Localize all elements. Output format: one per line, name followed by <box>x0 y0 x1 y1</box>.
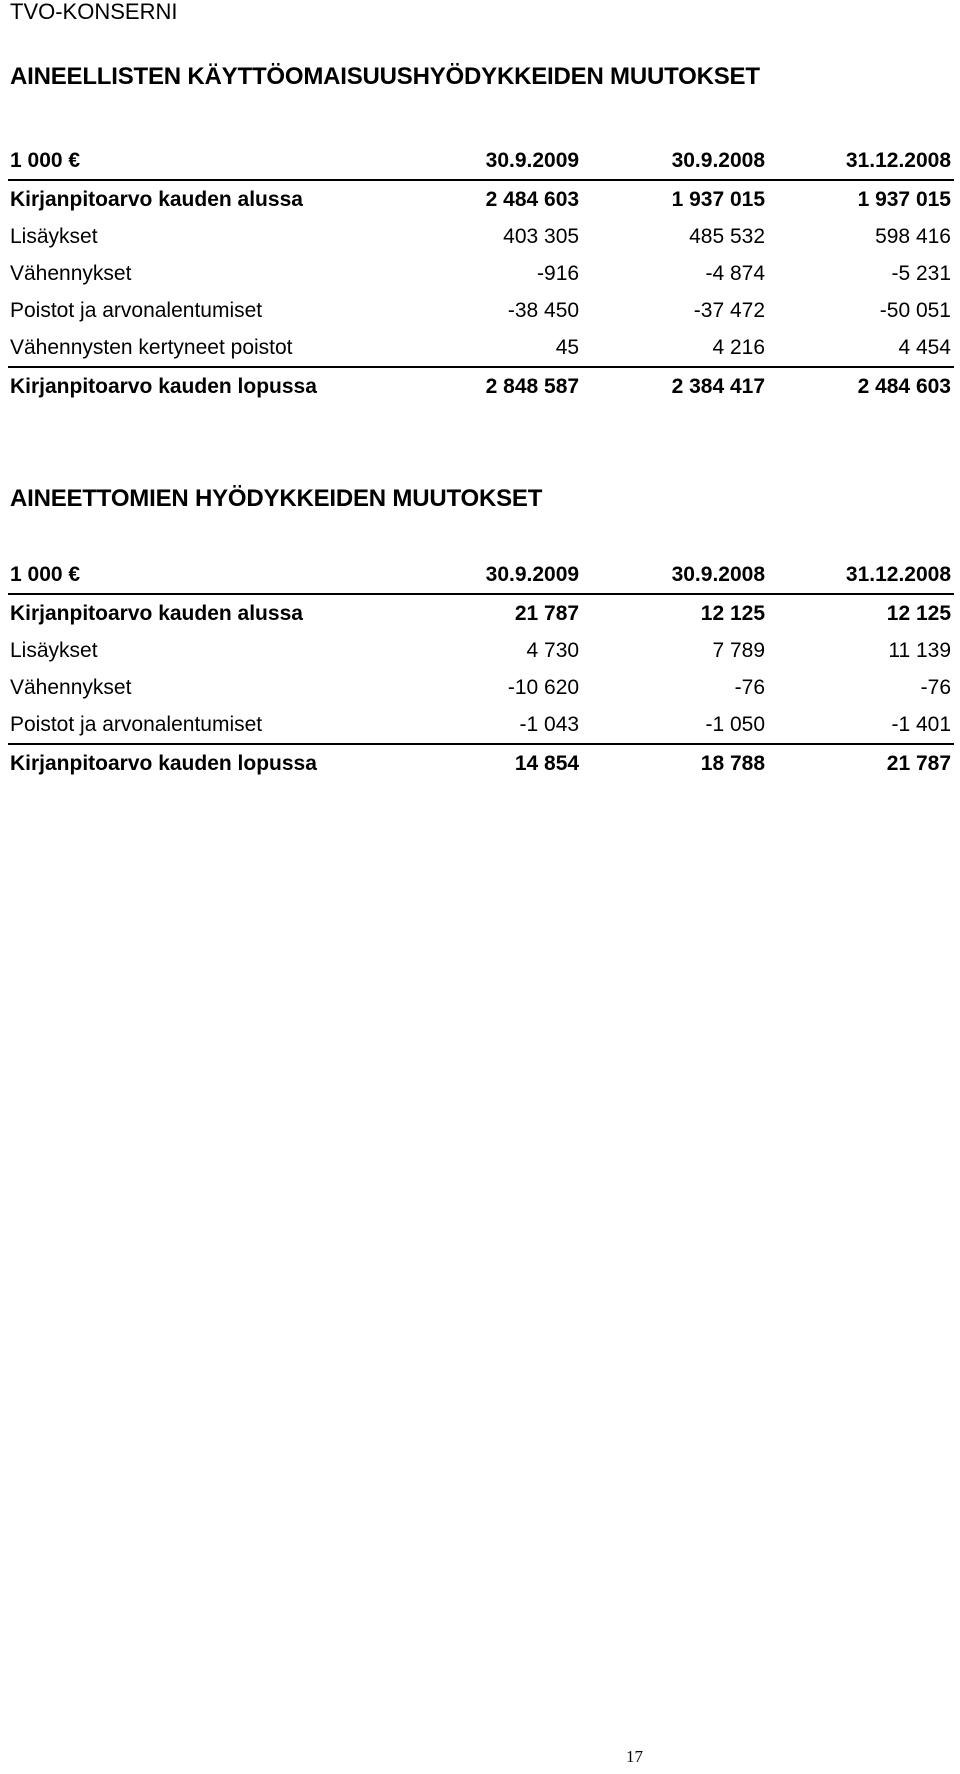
row-label: Vähennysten kertyneet poistot <box>8 329 396 367</box>
row-label: Kirjanpitoarvo kauden lopussa <box>10 751 317 775</box>
cell-value: 45 <box>396 329 582 367</box>
row-label: Kirjanpitoarvo kauden lopussa <box>10 374 317 398</box>
column-header: 30.9.2008 <box>582 556 768 594</box>
cell-value: 12 125 <box>700 601 766 625</box>
row-label: Poistot ja arvonalentumiset <box>8 706 396 744</box>
cell-value: 1 937 015 <box>671 187 766 211</box>
table-row <box>8 632 954 669</box>
cell-value: 2 484 603 <box>857 374 951 398</box>
cell-value: -10 620 <box>507 675 580 699</box>
table-row <box>8 329 954 367</box>
tangible-assets-table <box>8 142 954 405</box>
cell-value: 598 416 <box>875 224 951 248</box>
cell-value: 21 787 <box>514 601 580 625</box>
row-label: Poistot ja arvonalentumiset <box>10 298 263 322</box>
table-header-row <box>8 556 954 594</box>
cell-value: -38 450 <box>507 298 580 322</box>
cell-value: 2 484 603 <box>485 187 580 211</box>
column-header: 31.12.2008 <box>768 556 954 594</box>
cell-value: 7 789 <box>712 638 766 662</box>
cell-value: -76 <box>920 675 951 699</box>
cell-value: 18 788 <box>700 751 766 775</box>
column-header: 30.9.2008 <box>582 142 768 180</box>
table-row <box>8 180 954 218</box>
cell-value: 4 216 <box>582 329 768 367</box>
table-row <box>8 255 954 292</box>
row-label: Vähennykset <box>10 261 132 285</box>
row-label: Kirjanpitoarvo kauden alussa <box>10 187 303 211</box>
row-label: Lisäykset <box>10 638 98 662</box>
cell-value: 4 454 <box>768 329 954 367</box>
intangible-assets-heading: AINEETTOMIEN HYÖDYKKEIDEN MUUTOKSET <box>10 485 543 512</box>
cell-value: 12 125 <box>886 601 951 625</box>
cell-value: -1 043 <box>396 706 582 744</box>
cell-value: 21 787 <box>886 751 951 775</box>
cell-value: -1 050 <box>582 706 768 744</box>
row-label: Lisäykset <box>10 224 98 248</box>
cell-value: -37 472 <box>693 298 766 322</box>
cell-value: -5 231 <box>891 261 951 285</box>
cell-value: 1 937 015 <box>857 187 951 211</box>
cell-value: -4 874 <box>705 261 766 285</box>
table-row <box>8 218 954 255</box>
column-header: 30.9.2009 <box>396 142 582 180</box>
cell-value: 2 384 417 <box>671 374 766 398</box>
cell-value: 14 854 <box>514 751 580 775</box>
cell-value: -50 051 <box>879 298 951 322</box>
cell-value: -1 401 <box>768 706 954 744</box>
table-row <box>8 594 954 632</box>
intangible-assets-table <box>8 556 954 782</box>
cell-value: 4 730 <box>526 638 580 662</box>
table-row <box>8 669 954 706</box>
unit-label: 1 000 € <box>8 556 396 594</box>
cell-value: -916 <box>537 261 580 285</box>
row-label: Vähennykset <box>10 675 132 699</box>
column-header: 30.9.2009 <box>396 556 582 594</box>
cell-value: 403 305 <box>503 224 580 248</box>
table-row <box>8 706 954 744</box>
table-header-row <box>8 142 954 180</box>
table-total-row <box>8 367 954 405</box>
cell-value: 2 848 587 <box>485 374 580 398</box>
unit-label: 1 000 € <box>8 142 396 180</box>
table-row <box>8 292 954 329</box>
column-header: 31.12.2008 <box>768 142 954 180</box>
cell-value: 11 139 <box>888 638 951 662</box>
cell-value: -76 <box>734 675 766 699</box>
tangible-assets-heading: AINEELLISTEN KÄYTTÖOMAISUUSHYÖDYKKEIDEN MUUTOKSET <box>10 63 760 90</box>
cell-value: 485 532 <box>689 224 766 248</box>
table-total-row <box>8 744 954 782</box>
company-name: TVO-KONSERNI <box>10 0 178 24</box>
page-number: 17 <box>626 1747 643 1766</box>
row-label: Kirjanpitoarvo kauden alussa <box>10 601 303 625</box>
